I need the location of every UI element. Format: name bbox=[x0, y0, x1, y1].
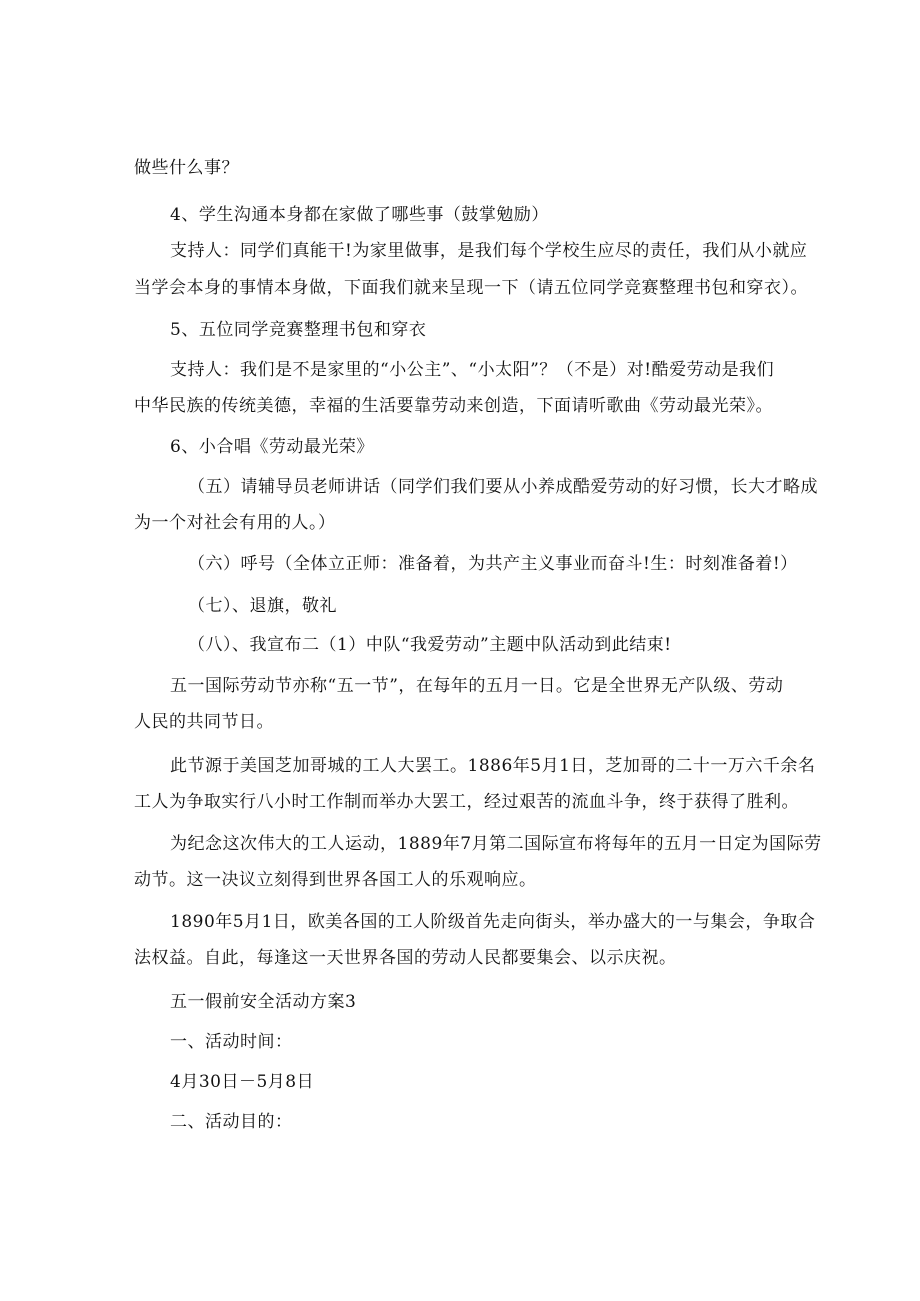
text-line: 人民的共同节日。 bbox=[134, 712, 274, 732]
text-line: 当学会本身的事情本身做，下面我们就来呈现一下（请五位同学竞赛整理书包和穿衣）。 bbox=[134, 278, 808, 298]
text-line: 二、活动目的： bbox=[170, 1112, 293, 1132]
text-line: （六）呼号（全体立正师：准备着，为共产主义事业而奋斗!生：时刻准备着!） bbox=[188, 554, 798, 574]
text-line: 4月30日－5月8日 bbox=[170, 1072, 315, 1092]
text-line: 6、小合唱《劳动最光荣》 bbox=[170, 437, 374, 457]
text-line: 4、学生沟通本身都在家做了哪些事（鼓掌勉励） bbox=[170, 205, 549, 225]
text-line: 工人为争取实行八小时工作制而举办大罢工，经过艰苦的流血斗争，终于获得了胜利。 bbox=[134, 792, 799, 812]
text-line: 五一假前安全活动方案3 bbox=[170, 992, 357, 1012]
text-line: 为一个对社会有用的人。） bbox=[134, 513, 336, 533]
text-line: 支持人：同学们真能干!为家里做事，是我们每个学校生应尽的责任，我们从小就应 bbox=[170, 241, 808, 261]
text-line: 一、活动时间： bbox=[170, 1032, 293, 1052]
text-line: 五一国际劳动节亦称“五一节”，在每年的五月一日。它是全世界无产队级、劳动 bbox=[170, 676, 784, 696]
text-line: 动节。这一决议立刻得到世界各国工人的乐观响应。 bbox=[134, 870, 537, 890]
text-line: 此节源于美国芝加哥城的工人大罢工。1886年5月1日，芝加哥的二十一万六千余名 bbox=[170, 756, 816, 776]
text-line: 做些什么事？ bbox=[134, 158, 239, 178]
text-line: （八）、我宣布二（1）中队“我爱劳动”主题中队活动到此结束! bbox=[188, 635, 672, 655]
text-line: （七）、退旗，敬礼 bbox=[188, 596, 337, 616]
text-line: 1890年5月1日，欧美各国的工人阶级首先走向街头，举办盛大的一与集会，争取合 bbox=[170, 912, 816, 932]
text-line: 支持人：我们是不是家里的“小公主”、“小太阳”？（不是）对!酷爱劳动是我们 bbox=[170, 360, 775, 380]
text-line: 为纪念这次伟大的工人运动，1889年7月第二国际宣布将每年的五月一日定为国际劳 bbox=[170, 834, 822, 854]
text-line: （五）请辅导员老师讲话（同学们我们要从小养成酷爱劳动的好习惯，长大才略成 bbox=[188, 477, 818, 497]
text-line: 5、五位同学竞赛整理书包和穿衣 bbox=[170, 320, 427, 340]
text-line: 法权益。自此，每逢这一天世界各国的劳动人民都要集会、以示庆祝。 bbox=[134, 948, 677, 968]
text-line: 中华民族的传统美德，幸福的生活要靠劳动来创造，下面请听歌曲《劳动最光荣》。 bbox=[134, 396, 773, 416]
